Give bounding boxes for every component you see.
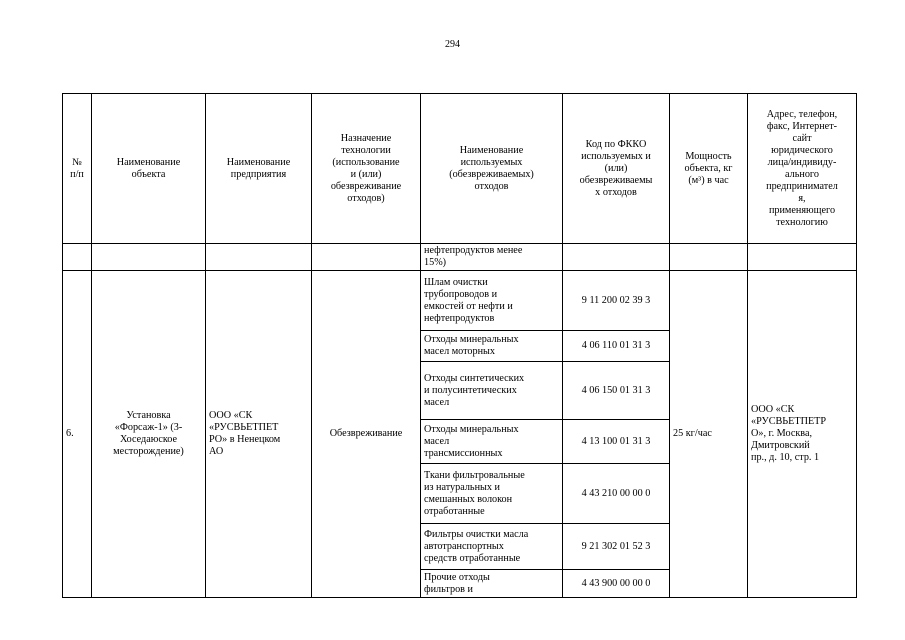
waste-name: Отходы минеральных масел трансмиссионных — [421, 420, 563, 464]
header-object: Наименование объекта — [92, 94, 206, 244]
waste-name: Отходы синтетических и полусинтетических масел — [421, 362, 563, 420]
waste-code: 4 06 150 01 31 3 — [563, 362, 670, 420]
entry-address: ООО «СК «РУСВЬЕТПЕТР О», г. Москва, Дмитровский пр., д. 10, стр. 1 — [748, 271, 857, 598]
waste-code: 4 43 900 00 00 0 — [563, 570, 670, 598]
waste-code: 4 43 210 00 00 0 — [563, 464, 670, 524]
waste-name: Ткани фильтровальные из натуральных и смешанных волокон отработанные — [421, 464, 563, 524]
header-fkko-code: Код по ФККО используемых и (или) обезвреживаемы х отходов — [563, 94, 670, 244]
waste-code: 4 13 100 01 31 3 — [563, 420, 670, 464]
continuation-waste-name: нефтепродуктов менее 15%) — [421, 244, 563, 271]
entry-object: Установка «Форсаж-1» (3- Хоседаюское месторождение) — [92, 271, 206, 598]
entry-number: 6. — [63, 271, 92, 598]
header-address: Адрес, телефон, факс, Интернет- сайт юридического лица/индивиду- ального предпринимател я, применяющего технологию — [748, 94, 857, 244]
waste-name: Фильтры очистки масла автотранспортных средств отработанные — [421, 524, 563, 570]
waste-name: Прочие отходы фильтров и — [421, 570, 563, 598]
entry-purpose: Обезвреживание — [312, 271, 421, 598]
waste-code: 4 06 110 01 31 3 — [563, 331, 670, 362]
entry-company: ООО «СК «РУСВЬЕТПЕТ РО» в Ненецком АО — [206, 271, 312, 598]
waste-code: 9 11 200 02 39 3 — [563, 271, 670, 331]
waste-technology-table — [62, 93, 857, 598]
continuation-row — [63, 244, 857, 271]
waste-name: Шлам очистки трубопроводов и емкостей от нефти и нефтепродуктов — [421, 271, 563, 331]
header-capacity: Мощность объекта, кг (м³) в час — [670, 94, 748, 244]
header-number: № п/п — [63, 94, 92, 244]
header-purpose: Назначение технологии (использование и (или) обезвреживание отходов) — [312, 94, 421, 244]
entry-capacity: 25 кг/час — [670, 271, 748, 598]
waste-code: 9 21 302 01 52 3 — [563, 524, 670, 570]
header-company: Наименование предприятия — [206, 94, 312, 244]
page-number: 294 — [445, 39, 460, 50]
table-row — [63, 271, 857, 331]
header-waste-name: Наименование используемых (обезвреживаемых) отходов — [421, 94, 563, 244]
waste-name: Отходы минеральных масел моторных — [421, 331, 563, 362]
header-row — [63, 94, 857, 244]
